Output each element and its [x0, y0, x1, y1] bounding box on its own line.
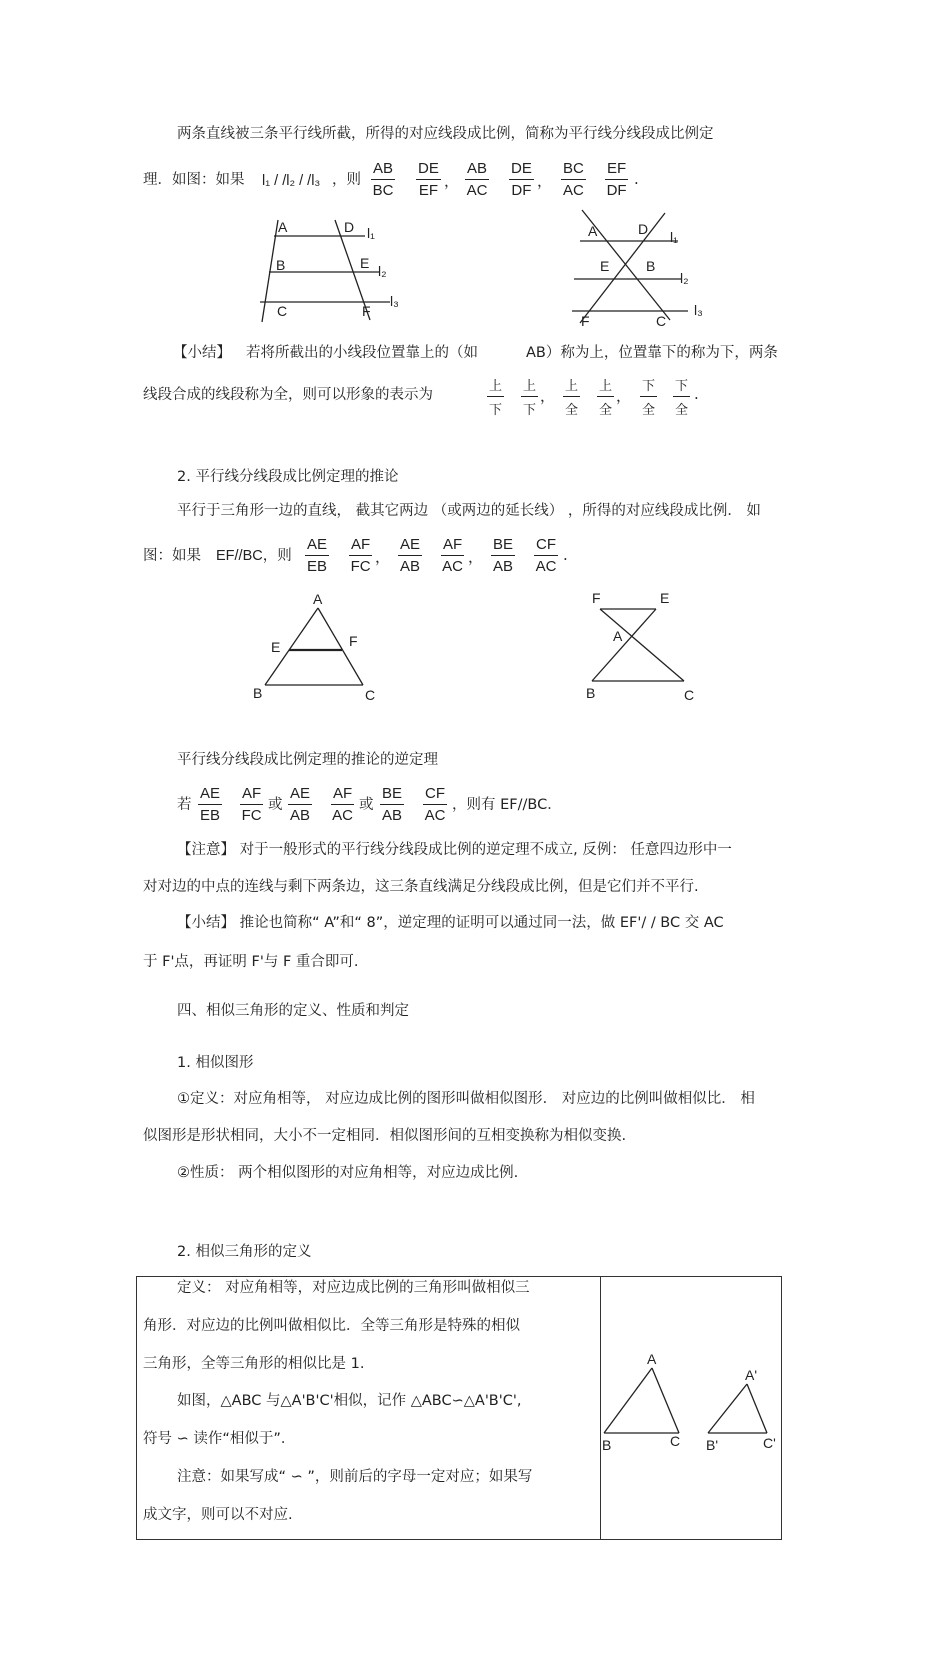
box-line-5: 符号 ∽ 读作“相似于”．	[143, 1431, 296, 1447]
label-E: E	[660, 590, 670, 606]
fraction: $\frac{AF}{AC}$	[332, 785, 353, 824]
label-D: D	[638, 221, 649, 237]
box-line-4: 如图，△ABC 与△A'B'C'相似，记作 △ABC∽△A'B'C',	[177, 1393, 522, 1409]
fraction: $\frac{AB}{BC}$	[372, 160, 394, 199]
or-text: 或	[268, 797, 283, 813]
fraction: 下 全	[640, 375, 657, 418]
definition-line-2: 似图形是形状相同，大小不一定相同．相似图形间的互相变换称为相似变换.	[143, 1128, 627, 1144]
label-l2: l₂	[378, 263, 387, 279]
section-heading: 四、相似三角形的定义、性质和判定	[177, 1003, 409, 1019]
label-D: D	[344, 219, 355, 235]
label-l3: l₃	[390, 293, 399, 309]
fraction: $\frac{BE}{AB}$	[382, 785, 403, 824]
box-line-7: 成文字，则可以不对应.	[143, 1507, 293, 1523]
label-l2: l₂	[680, 270, 689, 286]
fraction: 上 下	[487, 375, 504, 418]
label-F: F	[349, 633, 358, 649]
summary-line-1b: AB）称为上，位置靠下的称为下，两条	[526, 345, 778, 361]
converse-then: ，则有 EF//BC．	[452, 797, 562, 813]
fraction: $\frac{AE}{EB}$	[200, 785, 221, 824]
fraction: $\frac{AB}{AC}$	[466, 160, 488, 199]
then-text: ，则	[332, 172, 361, 188]
label-C: C	[365, 687, 376, 703]
fraction: $\frac{DE}{DF}$	[511, 160, 532, 199]
parallel-condition: l₁ / /l₂ / /l₃	[262, 173, 321, 189]
label-F: F	[581, 313, 590, 329]
fraction: $\frac{AE}{EB}$	[307, 536, 328, 575]
label-A: A	[613, 628, 623, 644]
label-B: B	[276, 257, 286, 273]
box-line-6: 注意：如果写成“ ∽ ”，则前后的字母一定对应；如果写	[177, 1469, 533, 1485]
label-A-prime: A'	[745, 1367, 758, 1383]
property-line: ②性质： 两个相似图形的对应角相等，对应边成比例.	[177, 1165, 519, 1181]
fraction: $\frac{CF}{AC}$	[535, 536, 557, 575]
note-line-1: 【注意】 对于一般形式的平行线分线段成比例的逆定理不成立, 反例： 任意四边形中一	[177, 842, 732, 858]
fraction: 下 全	[673, 375, 690, 418]
box-line-3: 三角形，全等三角形的相似比是 1.	[143, 1356, 365, 1372]
fraction: $\frac{CF}{AC}$	[424, 785, 446, 824]
label-B: B	[586, 685, 596, 701]
converse-if: 若	[177, 797, 192, 813]
corollary-line-2: 图：如果	[143, 548, 201, 564]
parallel-lines-figure-2	[560, 205, 720, 329]
label-F: F	[592, 590, 601, 606]
fraction: $\frac{BC}{AC}$	[563, 160, 584, 199]
triangle-figure-1	[245, 590, 385, 705]
label-F: F	[362, 303, 371, 319]
label-C: C	[670, 1433, 681, 1449]
fraction: 上 全	[563, 375, 580, 418]
summary2-line-2: 于 F'点，再证明 F'与 F 重合即可.	[143, 954, 359, 970]
fraction: $\frac{EF}{DF}$	[606, 160, 627, 199]
label-C-prime: C'	[763, 1435, 776, 1451]
label-B-prime: B'	[706, 1437, 719, 1453]
definition-line-1: ①定义：对应角相等， 对应边成比例的图形叫做相似图形． 对应边的比例叫做相似比． 相	[177, 1091, 755, 1107]
label-A: A	[588, 223, 598, 239]
fraction: $\frac{AE}{AB}$	[400, 536, 421, 575]
fraction: 上 下	[521, 375, 538, 418]
label-E: E	[360, 255, 370, 271]
label-A: A	[278, 219, 288, 235]
subsection-heading: 1. 相似图形	[177, 1055, 254, 1071]
label-C: C	[277, 303, 288, 319]
note-line-2: 对对边的中点的连线与剩下两条边，这三条直线满足分线段成比例，但是它们并不平行.	[143, 879, 699, 895]
subsection-heading: 2. 相似三角形的定义	[177, 1244, 312, 1260]
corollary-condition: EF//BC，则	[216, 548, 292, 564]
label-E: E	[600, 258, 610, 274]
label-A: A	[647, 1351, 657, 1367]
summary-line-2: 线段合成的线段称为全，则可以形象的表示为	[143, 387, 433, 403]
label-B: B	[253, 685, 263, 701]
triangle-figure-2	[580, 585, 710, 705]
box-line-2: 角形．对应边的比例叫做相似比．全等三角形是特殊的相似	[143, 1318, 520, 1334]
fraction: $\frac{AF}{FC}$	[350, 536, 371, 575]
fraction: $\frac{AF}{AC}$	[442, 536, 463, 575]
theorem-line-1: 两条直线被三条平行线所截，所得的对应线段成比例，简称为平行线分线段成比例定	[177, 126, 714, 142]
label-l1: l₁	[670, 229, 678, 245]
parallel-lines-figure-1	[240, 210, 420, 325]
summary-tag: 【小结】	[173, 345, 231, 361]
fraction: $\frac{AF}{FC}$	[241, 785, 262, 824]
converse-heading: 平行线分线段成比例定理的推论的逆定理	[177, 752, 438, 768]
box-line-1: 定义： 对应角相等，对应边成比例的三角形叫做相似三	[177, 1280, 530, 1296]
label-l3: l₃	[694, 302, 703, 318]
fraction: 上 全	[597, 375, 614, 418]
fraction: $\frac{AE}{AB}$	[290, 785, 311, 824]
fraction: $\frac{BE}{AB}$	[493, 536, 514, 575]
label-A: A	[313, 591, 323, 607]
label-B: B	[646, 258, 656, 274]
label-l1: l₁	[367, 225, 375, 241]
theorem-line-2: 理．如图：如果	[143, 172, 245, 188]
label-E: E	[271, 639, 281, 655]
similar-triangles-figure	[600, 1346, 782, 1458]
corollary-line-1: 平行于三角形一边的直线， 截其它两边 （或两边的延长线） ，所得的对应线段成比例． 如	[177, 503, 761, 519]
label-C: C	[684, 687, 695, 703]
summary2-line-1: 【小结】 推论也简称“ A”和“ 8”，逆定理的证明可以通过同一法，做 EF'/ / BC 交 AC	[177, 915, 724, 931]
section-heading: 2. 平行线分线段成比例定理的推论	[177, 469, 399, 485]
summary-line-1: 若将所截出的小线段位置靠上的（如	[246, 345, 478, 361]
label-B: B	[602, 1437, 612, 1453]
label-C: C	[656, 313, 667, 329]
fraction: $\frac{DE}{EF}$	[418, 160, 439, 199]
or-text: 或	[359, 797, 374, 813]
